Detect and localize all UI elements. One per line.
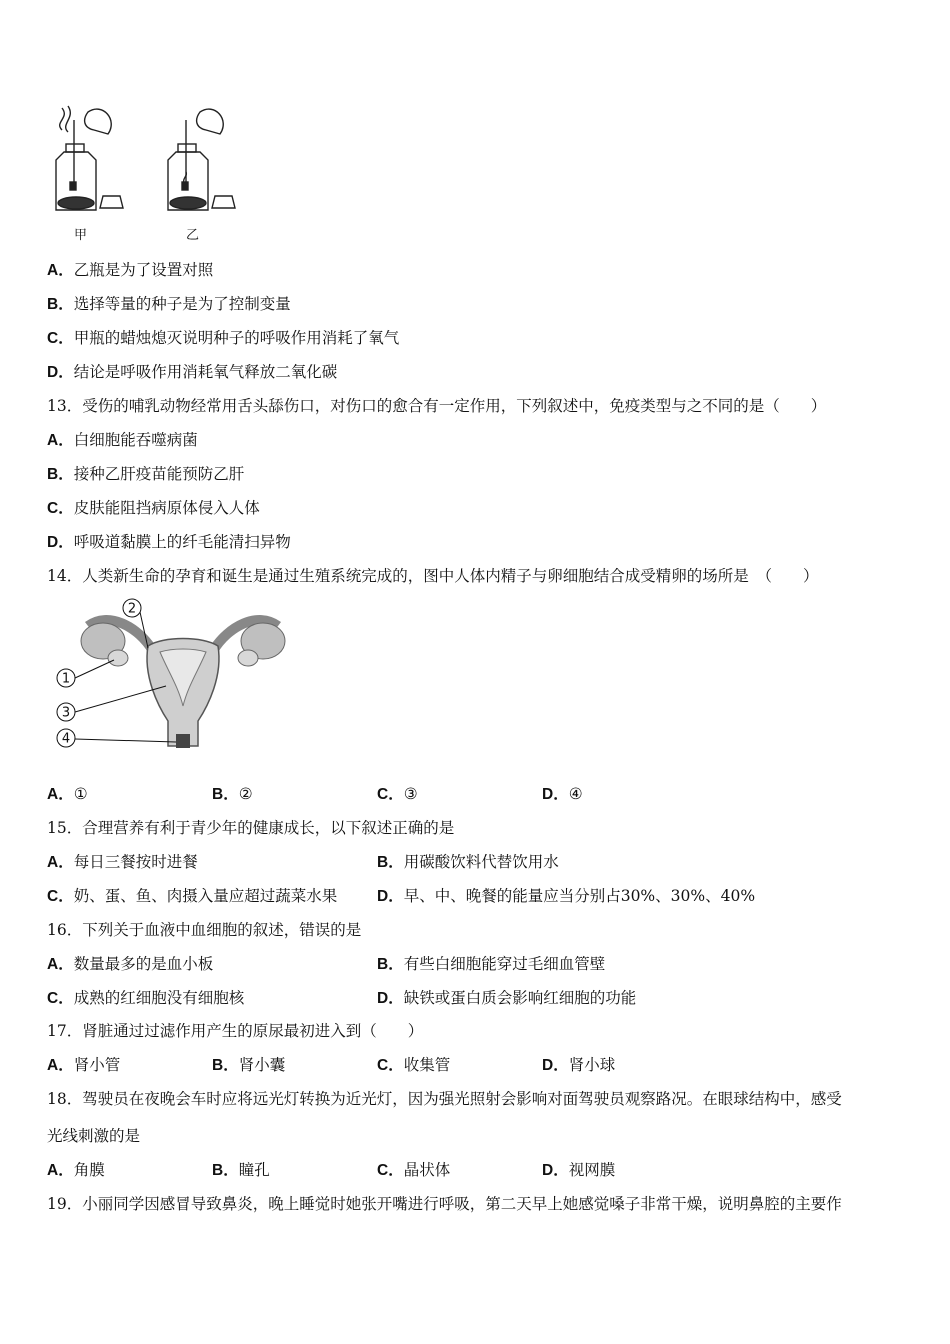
q14-option-d: D．④ [542, 785, 583, 803]
q12-option-c: C．甲瓶的蜡烛熄灭说明种子的呼吸作用消耗了氧气 [47, 329, 400, 347]
marker-2: 2 [127, 601, 137, 617]
q18-option-b: B．瞳孔 [212, 1161, 270, 1179]
q16-option-c: C．成熟的红细胞没有细胞核 [47, 989, 245, 1007]
q12-option-d: D．结论是呼吸作用消耗氧气释放二氧化碳 [47, 363, 338, 381]
bottle-jia-label: 甲 [74, 228, 88, 243]
q13-option-b: B．接种乙肝疫苗能预防乙肝 [47, 465, 245, 483]
q18-option-a: A．角膜 [47, 1161, 105, 1179]
bottle-yi-label: 乙 [186, 228, 200, 243]
uterus-drawing [81, 620, 285, 748]
q18-stem-line1: 18．驾驶员在夜晚会车时应将远光灯转换为近光灯，因为强光照射会影响对面驾驶员观察路况。在眼球结构中，感受 [47, 1090, 842, 1108]
bottle-jia-drawing [56, 106, 123, 210]
q17-option-d: D．肾小球 [542, 1056, 616, 1074]
reproductive-system-figure [48, 596, 308, 756]
bottle-yi-drawing [168, 109, 235, 210]
q12-option-a: A．乙瓶是为了设置对照 [47, 261, 214, 279]
marker-1: 1 [61, 671, 71, 687]
q14-stem: 14．人类新生命的孕育和诞生是通过生殖系统完成的，图中人体内精子与卵细胞结合成受精卵的场所是 （ ） [47, 567, 819, 585]
q17-option-b: B．肾小囊 [212, 1056, 286, 1074]
q13-option-d: D．呼吸道黏膜上的纤毛能清扫异物 [47, 533, 291, 551]
q18-option-d: D．视网膜 [542, 1161, 616, 1179]
q12-option-b: B．选择等量的种子是为了控制变量 [47, 295, 291, 313]
q13-option-c: C．皮肤能阻挡病原体侵入人体 [47, 499, 260, 517]
q16-stem: 16．下列关于血液中血细胞的叙述，错误的是 [47, 921, 362, 939]
q16-option-d: D．缺铁或蛋白质会影响红细胞的功能 [377, 989, 637, 1007]
marker-3: 3 [61, 705, 71, 721]
q17-option-a: A．肾小管 [47, 1056, 121, 1074]
q13-option-a: A．白细胞能吞噬病菌 [47, 431, 198, 449]
q15-option-d: D．早、中、晚餐的能量应当分别占30%、30%、40% [377, 887, 756, 905]
q17-stem: 17．肾脏通过过滤作用产生的原尿最初进入到（ ） [47, 1022, 424, 1040]
q18-stem-line2: 光线刺激的是 [47, 1127, 141, 1145]
q18-option-c: C．晶状体 [377, 1161, 451, 1179]
reproductive-diagram-svg [48, 596, 308, 756]
q15-option-b: B．用碳酸饮料代替饮用水 [377, 853, 559, 871]
q15-option-c: C．奶、蛋、鱼、肉摄入量应超过蔬菜水果 [47, 887, 338, 905]
marker-4: 4 [61, 731, 71, 747]
q14-option-b: B．② [212, 785, 253, 803]
q15-stem: 15．合理营养有利于青少年的健康成长，以下叙述正确的是 [47, 819, 455, 837]
q14-option-c: C．③ [377, 785, 418, 803]
q17-option-c: C．收集管 [377, 1056, 451, 1074]
q13-stem: 13．受伤的哺乳动物经常用舌头舔伤口，对伤口的愈合有一定作用，下列叙述中，免疫类型与之不同的是（ ） [47, 397, 827, 415]
q16-option-a: A．数量最多的是血小板 [47, 955, 214, 973]
q14-option-a: A．① [47, 785, 88, 803]
q16-option-b: B．有些白细胞能穿过毛细血管壁 [377, 955, 606, 973]
q19-stem-line1: 19．小丽同学因感冒导致鼻炎，晚上睡觉时她张开嘴进行呼吸，第二天早上她感觉嗓子非常干燥，说明鼻腔的主要作 [47, 1195, 842, 1213]
q15-option-a: A．每日三餐按时进餐 [47, 853, 198, 871]
bottle-experiment-figure [48, 100, 248, 245]
